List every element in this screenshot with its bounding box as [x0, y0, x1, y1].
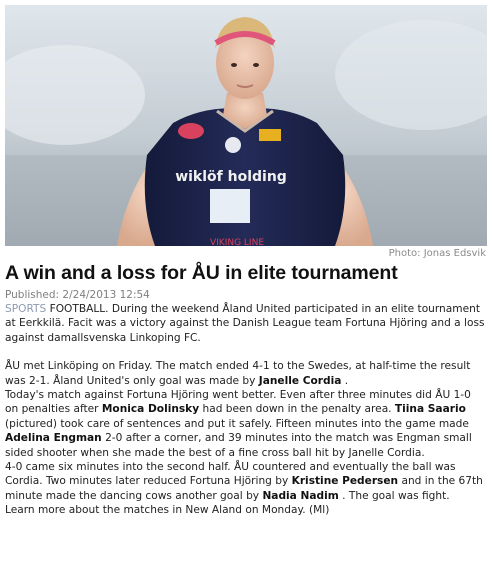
player-name: Adelina Engman [5, 432, 102, 445]
lead-text: FOOTBALL. During the weekend Åland United participated in an elite tournament at Eerkkilä. Facit was a victory against the Danish League team Fortuna Hjöring and a loss against damallsvenska Linkoping FC. [5, 303, 485, 344]
paragraph-2: Today's match against Fortuna Hjöring went better. Even after three minutes did ÅU 1-0 on penalties after Monica Dolinsky had been down in the penalty area. Tiina Saario (pictured) took care of sentences and put it safely. Fifteen minutes into the game made Adelina Engman 2-0 after a corner, and 39 minutes into the match was Engman small sided shooter when she made the best of a fine cross ball hit by Janelle Cordia. [5, 389, 472, 459]
shirt-lower-sponsor-text: VIKING LINE [209, 238, 265, 246]
player-name: Nadia Nadim [262, 489, 339, 502]
article-body [5, 302, 487, 518]
article-headline: A win and a loss for ÅU in elite tournament [5, 262, 398, 284]
player-name: Tiina Saario [394, 403, 466, 416]
lead-paragraph [5, 302, 487, 345]
shirt-sponsor-text: wiklöf holding [175, 169, 287, 185]
section-tag: SPORTS [5, 303, 47, 315]
player-name: Janelle Cordia [258, 374, 342, 387]
paragraph-1: ÅU met Linköping on Friday. The match ended 4-1 to the Swedes, at half-time the result was 2-1. Åland United's only goal was made by Janelle Cordia . [5, 360, 471, 387]
photo-credit: Photo: Jonas Edsvik [388, 248, 486, 259]
player-photo-illustration [5, 5, 487, 246]
published-date: Published: 2/24/2013 12:54 [5, 289, 150, 301]
player-name: Kristine Pedersen [291, 475, 399, 488]
article-photo [5, 5, 487, 246]
paragraph-4: Learn more about the matches in New Aland on Monday. (Ml) [5, 504, 330, 517]
paragraph-3: 4-0 came six minutes into the second half. ÅU countered and eventually the ball was Cordia. Two minutes later reduced Fortuna Hjöring by Kristine Pedersen and in the 67th minute made the dancing cows another goal by Nadia Nadim . The goal was fight. [5, 461, 483, 502]
player-name: Monica Dolinsky [101, 403, 200, 416]
